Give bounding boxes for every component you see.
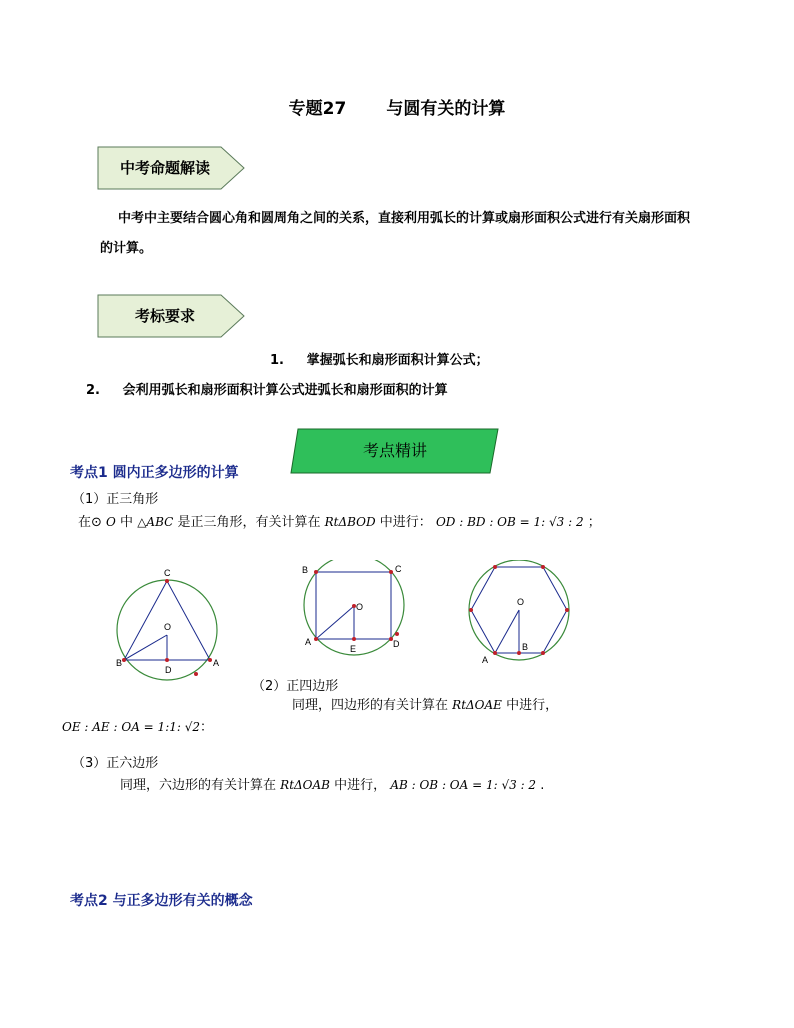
hexagon-description [120,774,544,793]
math-ratio: OD : BD : OB = 1: √3 : 2 [435,515,584,529]
banner-label: 考点精讲 [362,441,427,460]
point-extra [395,632,399,636]
label-b: B [302,565,309,575]
point-c [389,570,393,574]
section-tag-interpretation [97,146,247,190]
text-segment: . [540,778,545,793]
text-segment: 同理，六边形的有关计算在 [120,778,277,793]
label-d: D [165,665,172,675]
vertex-4 [541,651,545,655]
math-ratio: OE : AE : OA = 1:1: √2 [62,720,201,734]
hexagon-figure [469,560,569,665]
title-number: 专题27 [288,99,347,119]
text-segment: 中进行， [506,698,559,713]
requirement-number: 1. [270,353,284,368]
square-description [292,694,558,713]
label-a: A [482,655,489,665]
point-a [208,658,212,662]
triangle-figure [116,568,219,680]
math-var: RtΔOAB [280,778,331,792]
section-tag-label: 考标要求 [134,307,195,325]
requirement-text: 会利用弧长和扇形面积计算公式进弧长和扇形面积的计算 [122,383,448,398]
point-b [314,570,318,574]
vertex-3 [565,608,569,612]
triangle-description [78,511,601,530]
square-ratio-line [62,716,213,735]
square-label: （2）正四边形 [252,679,339,694]
segment-oa [495,610,519,653]
segment-oa [316,606,354,639]
triangle-label: （1）正三角形 [72,492,159,507]
math-ratio: AB : OB : OA = 1: √3 : 2 [390,778,537,792]
point-d [165,658,169,662]
geometry-figures [0,560,794,690]
point-e [352,637,356,641]
requirement-item-1 [270,349,489,368]
vertex-2 [541,565,545,569]
section-tag-label: 中考命题解读 [119,159,210,177]
label-c: C [395,564,402,574]
math-var: O [106,515,116,529]
page-title [0,94,794,119]
math-var: RtΔBOD [324,515,376,529]
text-segment: 同理，四边形的有关计算在 [292,698,449,713]
point-extra [194,672,198,676]
text-segment: 是正三角形，有关计算在 [177,515,321,530]
interpretation-paragraph: 中考中主要结合圆心角和圆周角之间的关系，直接利用弧长的计算或扇形面积公式进行有关扇形面积的计算。 [100,211,691,256]
label-b: B [522,642,529,652]
point-a [314,637,318,641]
point-c [165,579,169,583]
text-segment: ； [587,515,601,530]
text-segment: 在⊙ [78,515,102,530]
requirement-number: 2. [86,383,100,398]
label-a: A [213,658,220,668]
vertex-6 [469,608,473,612]
section-tag-requirements [97,294,247,338]
hexagon-label: （3）正六边形 [72,756,159,771]
label-d: D [393,639,400,649]
text-segment: 中进行： [379,515,432,530]
label-b: B [116,658,123,668]
title-name: 与圆有关的计算 [386,99,506,119]
text-segment: 中 [120,515,134,530]
point-b [517,651,521,655]
math-var: △ABC [137,515,174,529]
math-var: RtΔOAE [452,698,502,712]
requirement-text: 掌握弧长和扇形面积计算公式； [306,353,489,368]
text-segment: 中进行， [334,778,387,793]
label-o: O [517,597,525,607]
point1-heading: 考点1 圆内正多边形的计算 [70,465,239,481]
square-figure [302,560,404,655]
vertex-1 [493,565,497,569]
point2-heading: 考点2 与正多边形有关的概念 [70,893,253,909]
key-points-banner [290,428,500,474]
label-o: O [356,602,364,612]
point-b [122,658,126,662]
label-e: E [350,644,357,654]
label-o: O [164,622,172,632]
requirement-item-2 [86,379,448,398]
label-a: A [305,637,312,647]
label-c: C [164,568,171,578]
vertex-5 [493,651,497,655]
text-segment: ： [200,720,214,735]
